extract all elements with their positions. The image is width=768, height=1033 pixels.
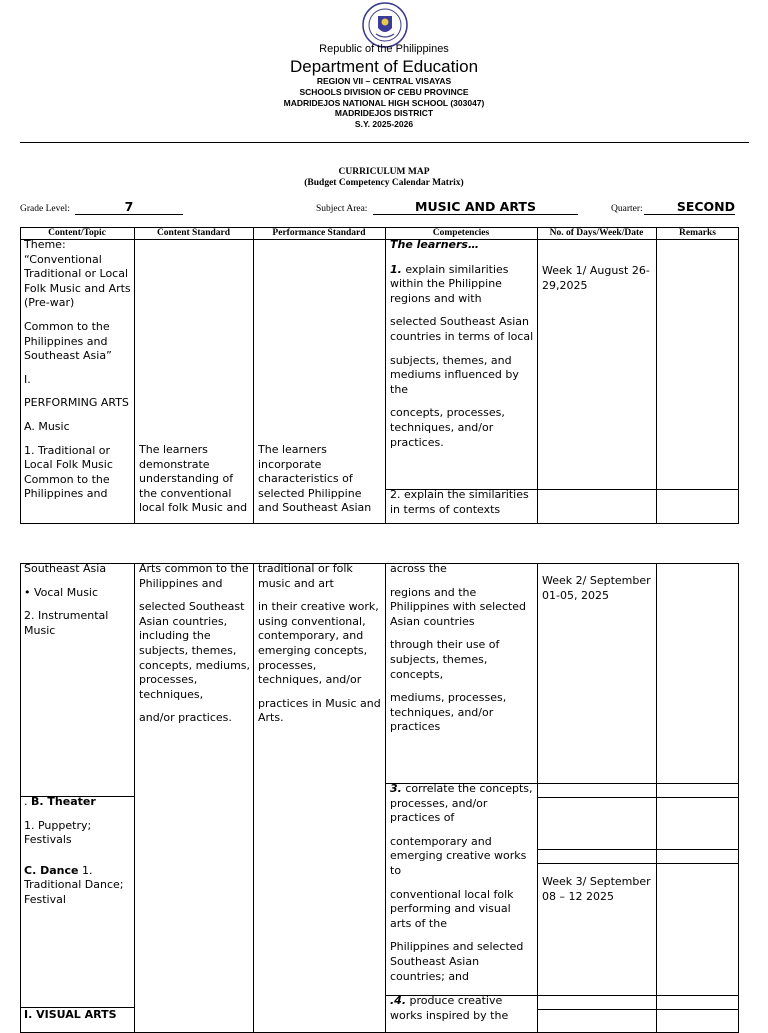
col-line (253, 563, 254, 1033)
week-1: Week 1/ August 26-29,2025 (542, 264, 650, 292)
col-line (656, 227, 657, 524)
topic-performing-arts: PERFORMING ARTS (24, 396, 129, 410)
row-line (537, 797, 739, 798)
col-line (537, 563, 538, 1033)
division-line: SCHOOLS DIVISION OF CEBU PROVINCE (299, 87, 469, 97)
header-days-week-date: No. of Days/Week/Date (549, 228, 644, 238)
subject-value: MUSIC AND ARTS (373, 200, 578, 215)
topic-vocal-music: • Vocal Music (24, 585, 99, 599)
competency-intro: The learners… (390, 238, 479, 251)
content-standard-line-2: selected Southeast Asian countries, including the subjects, themes, concepts, mediums, processes, techniques, (139, 600, 251, 701)
col-line (134, 563, 135, 1033)
content-standard-line-3: and/or practices. (139, 711, 232, 725)
district-line: MADRIDEJOS DISTRICT (334, 108, 434, 118)
topic-common: Common to the Philippines and Southeast Asia” (24, 319, 112, 363)
republic-line: Republic of the Philippines (319, 43, 449, 55)
competency-4: .4. produce creative works inspired by the (390, 994, 509, 1022)
performance-standard-cell: The learners incorporate characteristics of selected Philippine and Southeast Asian (258, 443, 372, 515)
row-line (537, 863, 739, 864)
competency-2: 2. explain the similarities in terms of contexts (390, 488, 529, 516)
grade-label: Grade Level: (20, 204, 70, 214)
quarter-label: Quarter: (611, 204, 643, 214)
header-content-standard: Content Standard (156, 228, 231, 238)
quarter-value: SECOND (644, 200, 735, 215)
header-remarks: Remarks (679, 228, 716, 238)
doc-subtitle: (Budget Competency Calendar Matrix) (304, 178, 464, 188)
subject-label: Subject Area: (316, 204, 368, 214)
topic-cell-2 (24, 562, 132, 647)
school-line: MADRIDEJOS NATIONAL HIGH SCHOOL (303047) (283, 98, 485, 108)
competency-2-cont (390, 562, 535, 744)
topic-theme: Theme: “Conventional Traditional or Local Folk Music and Arts (Pre-war) (24, 238, 131, 310)
competency-1-a: 1. explain similarities within the Philippine regions and with (390, 262, 509, 305)
topic-theater: . B. Theater (24, 795, 96, 808)
doc-title: CURRICULUM MAP (338, 167, 430, 177)
performance-standard-line-2: in their creative work, using conventional, contemporary, and emerging concepts, processes, techniques, and/or (258, 600, 379, 687)
week-2: Week 2/ September 01-05, 2025 (542, 574, 651, 602)
topic-cell (24, 238, 132, 511)
competencies-cell (390, 238, 535, 459)
header-divider (20, 142, 749, 143)
department-line: Department of Education (289, 57, 479, 76)
topic-instrumental-music: 2. Instrumental Music (24, 609, 109, 637)
competency-1-b: selected Southeast Asian countries in terms of local (390, 315, 534, 343)
content-standard-cell: The learners demonstrate understanding of the conventional local folk Music and (139, 443, 248, 515)
competency-2-line-2: regions and the Philippines with selected Asian countries (390, 585, 527, 628)
col-line (385, 563, 386, 1033)
grade-value: 7 (75, 200, 183, 215)
col-line (656, 563, 657, 1033)
header-content-topic: Content/Topic (48, 228, 106, 238)
competency-3-a: 3. correlate the concepts, processes, and/or practices of (390, 782, 533, 825)
col-line (253, 227, 254, 524)
competency-3-b: contemporary and emerging creative works to (390, 834, 527, 877)
topic-puppetry: 1. Puppetry; Festivals (24, 818, 92, 847)
row-line (537, 849, 739, 850)
col-line (385, 227, 386, 524)
competency-2-line-3: through their use of subjects, themes, concepts, (390, 638, 500, 681)
topic-music: A. Music (24, 419, 70, 433)
competency-2-line-4: mediums, processes, techniques, and/or practices (390, 691, 507, 734)
competency-3 (390, 782, 535, 993)
header-performance-standard: Performance Standard (272, 228, 366, 238)
performance-standard-line-1: traditional or folk music and art (258, 562, 353, 590)
topic-southeast-asia: Southeast Asia (24, 562, 107, 575)
competency-1-c: subjects, themes, and mediums influenced by the (390, 353, 519, 396)
school-year-line: S.Y. 2025-2026 (354, 119, 414, 129)
week-3: Week 3/ September 08 – 12 2025 (542, 875, 651, 903)
region-line: REGION VII – CENTRAL VISAYAS (316, 76, 452, 86)
deped-seal-icon (356, 2, 414, 48)
topic-cell-theater (24, 795, 132, 917)
topic-dance: C. Dance 1. Traditional Dance; Festival (24, 863, 124, 906)
competency-3-c: conventional local folk performing and visual arts of the (390, 887, 514, 930)
competency-2-line-1: across the (390, 562, 447, 575)
content-standard-cell-2 (139, 562, 251, 735)
performance-standard-cell-2 (258, 562, 383, 735)
competency-1-d: concepts, processes, techniques, and/or practices. (390, 406, 505, 449)
col-line (134, 227, 135, 524)
topic-folk-music: 1. Traditional or Local Folk Music Common to the Philippines and (24, 443, 113, 501)
performance-standard-line-3: practices in Music and Arts. (258, 696, 381, 725)
competency-3-d: Philippines and selected Southeast Asian countries; and (390, 940, 524, 983)
row-line (537, 1009, 739, 1010)
col-line (537, 227, 538, 524)
content-standard-line-1: Arts common to the Philippines and (139, 562, 249, 590)
header-competencies: Competencies (432, 228, 490, 238)
topic-roman: I. (24, 372, 31, 386)
topic-visual-arts: I. VISUAL ARTS (24, 1008, 117, 1021)
